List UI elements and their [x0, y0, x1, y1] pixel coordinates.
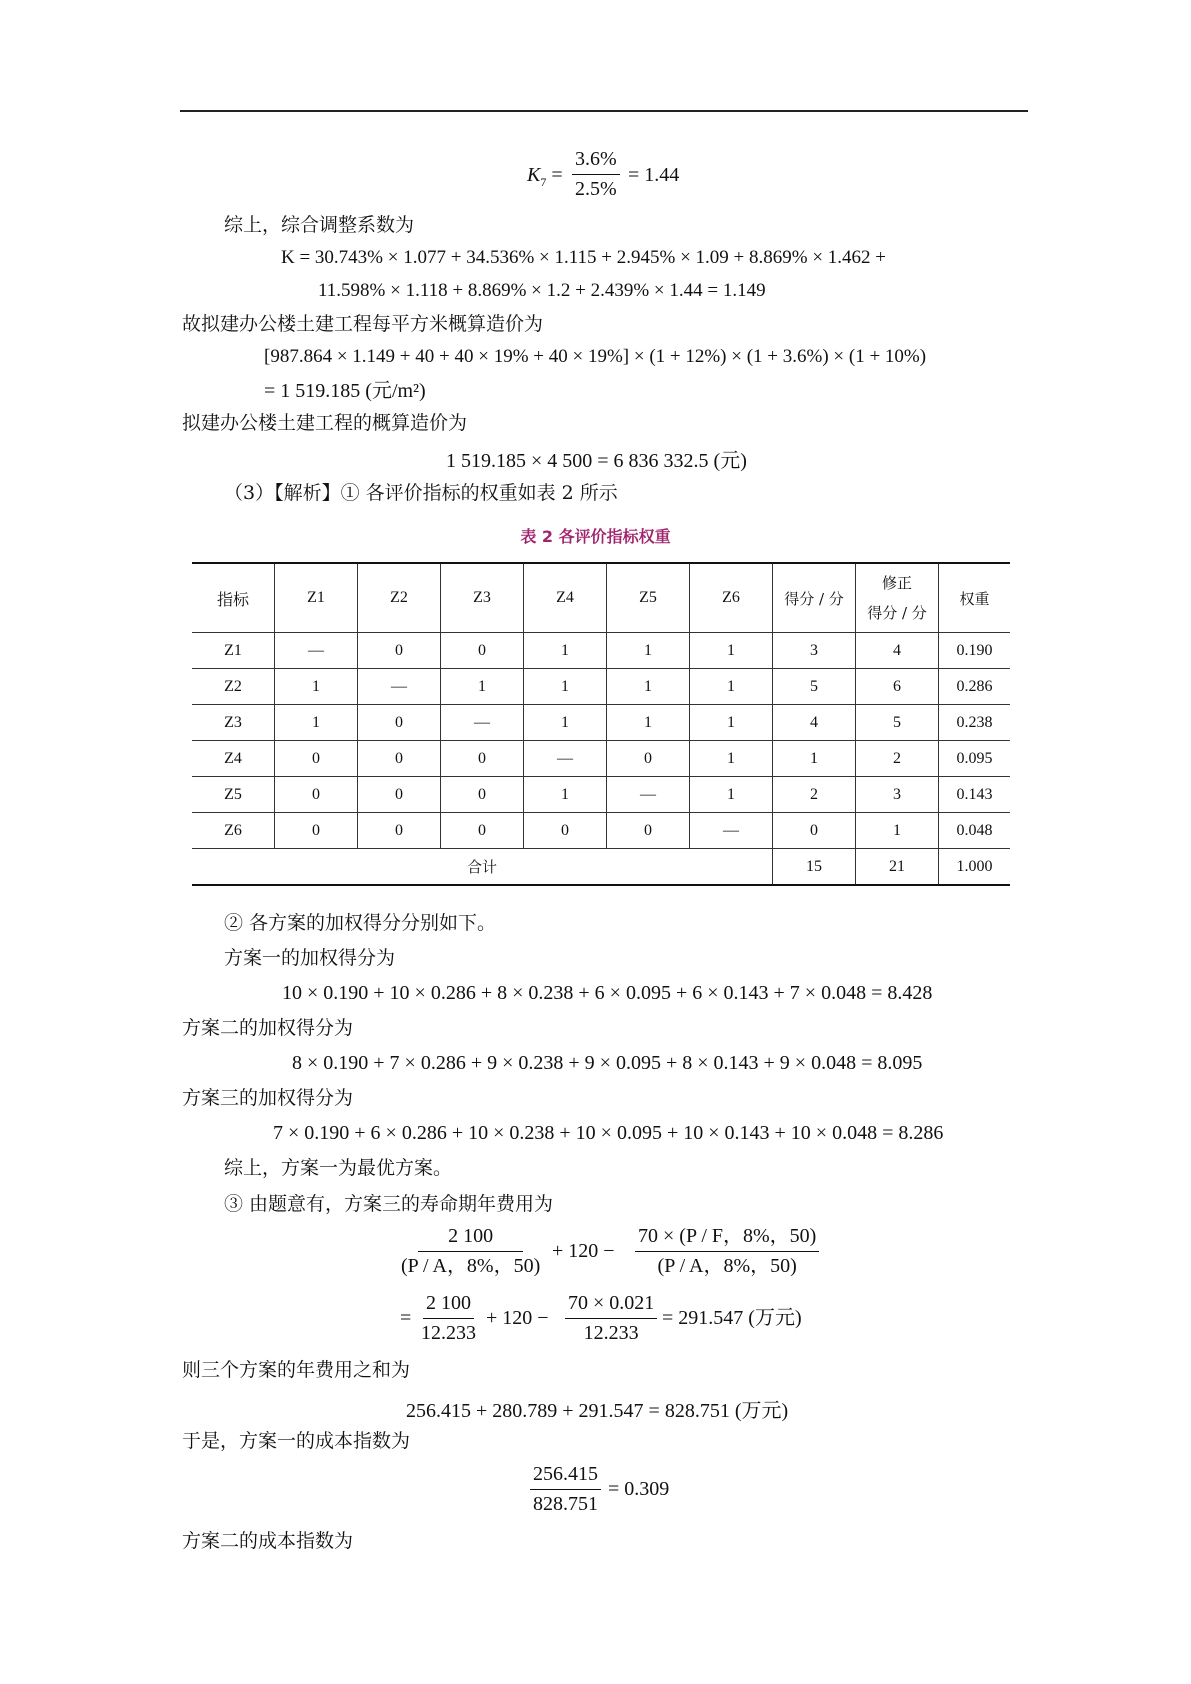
- table-caption: 表 2 各评价指标权重: [520, 527, 671, 546]
- annual-fraction-4-numerator: 70 × 0.021: [565, 1291, 657, 1319]
- table-cell: 0: [607, 813, 690, 849]
- paragraph-best-scheme: 综上，方案一为最优方案。: [224, 1157, 453, 1179]
- header-rule: [180, 110, 1028, 112]
- table-cell: 1: [690, 633, 773, 669]
- table-cell: 0: [773, 813, 856, 849]
- table-total-row: [192, 849, 1010, 886]
- paragraph-scheme3-score: 方案三的加权得分为: [182, 1087, 354, 1109]
- table-cell: 1: [275, 669, 358, 705]
- table-cell: 5: [856, 705, 939, 741]
- table-row: [192, 777, 1010, 813]
- weight-table: [192, 562, 1010, 886]
- table-cell: 1: [524, 777, 607, 813]
- paragraph-cost-index-1: 于是，方案一的成本指数为: [182, 1430, 411, 1452]
- annual-fraction-2-denominator: (P / A，8%，50): [657, 1255, 797, 1277]
- annual-fraction-3-numerator: 2 100: [423, 1291, 474, 1319]
- total-price-equation: 1 519.185 × 4 500 = 6 836 332.5 (元): [446, 450, 747, 472]
- table-cell: 0.286: [939, 669, 1011, 705]
- header-cell: Z5: [607, 563, 690, 633]
- table-cell: —: [275, 633, 358, 669]
- annual-fraction-4-denominator: 12.233: [583, 1322, 639, 1344]
- table-cell: 0: [358, 777, 441, 813]
- table-cell: 1: [441, 669, 524, 705]
- table-cell: 1: [856, 813, 939, 849]
- header-cell: 指标: [192, 563, 275, 633]
- table-cell: 1: [524, 669, 607, 705]
- table-cell: 0: [441, 741, 524, 777]
- table-cell: 4: [773, 705, 856, 741]
- paragraph-cost-index-2: 方案二的成本指数为: [182, 1530, 354, 1552]
- table-cell: 1: [690, 669, 773, 705]
- cost-index-1-numerator: 256.415: [530, 1462, 601, 1490]
- k-equation-line-2: 11.598% × 1.118 + 8.869% × 1.2 + 2.439% × 1.44 = 1.149: [318, 280, 766, 301]
- table-cell: 2: [856, 741, 939, 777]
- annual-fraction-2: [635, 1224, 819, 1279]
- table-cell: 6: [856, 669, 939, 705]
- annual-fraction-3: [418, 1291, 479, 1346]
- annual-equals: =: [400, 1307, 412, 1329]
- paragraph-scheme1-score: 方案一的加权得分为: [224, 947, 396, 969]
- header-cell: Z3: [441, 563, 524, 633]
- paragraph-summary-k: 综上，综合调整系数为: [224, 214, 415, 236]
- table-cell: —: [690, 813, 773, 849]
- unit-price-line-1: [987.864 × 1.149 + 40 + 40 × 19% + 40 × 19%] × (1 + 12%) × (1 + 3.6%) × (1 + 10%): [264, 346, 927, 367]
- scheme2-score-equation: 8 × 0.190 + 7 × 0.286 + 9 × 0.238 + 9 × 0.095 + 8 × 0.143 + 9 × 0.048 = 8.095: [292, 1052, 923, 1074]
- k7-lhs: $K_7$ =: [527, 164, 563, 189]
- table-cell: 0: [441, 633, 524, 669]
- table-cell: 0: [358, 741, 441, 777]
- table-cell: 0: [275, 777, 358, 813]
- paragraph-unit-price: 故拟建办公楼土建工程每平方米概算造价为: [182, 313, 544, 335]
- table-cell: 5: [773, 669, 856, 705]
- header-cell: 权重: [939, 563, 1011, 633]
- table-cell: 0.190: [939, 633, 1011, 669]
- header-cell: Z4: [524, 563, 607, 633]
- table-cell: Z3: [192, 705, 275, 741]
- table-cell: 1: [773, 741, 856, 777]
- k7-numerator: 3.6%: [572, 147, 620, 175]
- paragraph-annual-cost: ③ 由题意有，方案三的寿命期年费用为: [224, 1193, 554, 1215]
- table-row: [192, 813, 1010, 849]
- annual-fraction-2-numerator: 70 × (P / F，8%，50): [635, 1224, 819, 1252]
- annual-fraction-4: [565, 1291, 657, 1346]
- paragraph-total-price: 拟建办公楼土建工程的概算造价为: [182, 412, 468, 434]
- table-cell: 1: [607, 705, 690, 741]
- annual-operator-1: + 120 −: [552, 1240, 615, 1262]
- k-equation-line-1: K = 30.743% × 1.077 + 34.536% × 1.115 + 2.945% × 1.09 + 8.869% × 1.462 +: [281, 247, 887, 268]
- table-cell: 1: [607, 669, 690, 705]
- table-cell: 0.238: [939, 705, 1011, 741]
- header-cell: 得分 / 分: [773, 563, 856, 633]
- table-cell: 2: [773, 777, 856, 813]
- table-cell: 1: [690, 705, 773, 741]
- k7-fraction: [572, 147, 620, 202]
- paragraph-analysis-3: （3）【解析】① 各评价指标的权重如表 2 所示: [224, 482, 618, 504]
- table-cell: Z5: [192, 777, 275, 813]
- annual-result: = 291.547 (万元): [662, 1307, 802, 1329]
- header-cell: Z1: [275, 563, 358, 633]
- table-cell: 0.143: [939, 777, 1011, 813]
- table-cell: 0: [441, 777, 524, 813]
- table-cell: 0.095: [939, 741, 1011, 777]
- cost-index-1-result: = 0.309: [608, 1478, 670, 1500]
- table-cell: 0: [607, 741, 690, 777]
- table-header-row: [192, 563, 1010, 633]
- table-row: [192, 741, 1010, 777]
- table-cell: —: [358, 669, 441, 705]
- table-cell: 1: [524, 705, 607, 741]
- table-cell: Z6: [192, 813, 275, 849]
- table-cell: 1: [607, 633, 690, 669]
- table-cell: —: [607, 777, 690, 813]
- unit-price-line-2: = 1 519.185 (元/m²): [264, 380, 426, 402]
- table-cell: 0: [275, 813, 358, 849]
- table-cell: 0: [358, 633, 441, 669]
- table-cell: —: [524, 741, 607, 777]
- table-cell: 0: [358, 705, 441, 741]
- total-score: 15: [773, 849, 856, 886]
- annual-fraction-1: [398, 1224, 543, 1279]
- scheme1-score-equation: 10 × 0.190 + 10 × 0.286 + 8 × 0.238 + 6 × 0.095 + 6 × 0.143 + 7 × 0.048 = 8.428: [282, 982, 933, 1004]
- table-cell: 1: [275, 705, 358, 741]
- table-cell: 3: [773, 633, 856, 669]
- table-cell: —: [441, 705, 524, 741]
- table-cell: 0: [441, 813, 524, 849]
- paragraph-scheme2-score: 方案二的加权得分为: [182, 1017, 354, 1039]
- annual-fraction-3-denominator: 12.233: [421, 1322, 476, 1344]
- annual-fraction-1-numerator: 2 100: [418, 1224, 523, 1252]
- cost-index-1-denominator: 828.751: [533, 1493, 598, 1515]
- header-cell-line-2: 得分 / 分: [867, 604, 927, 622]
- table-cell: 0.048: [939, 813, 1011, 849]
- sum-annual-equation: 256.415 + 280.789 + 291.547 = 828.751 (万元): [406, 1400, 789, 1422]
- table-cell: 1: [690, 741, 773, 777]
- paragraph-weighted-scores: ② 各方案的加权得分分别如下。: [224, 912, 497, 934]
- k7-rhs: = 1.44: [628, 164, 680, 186]
- header-cell: Z6: [690, 563, 773, 633]
- annual-fraction-1-denominator: (P / A，8%，50): [401, 1255, 541, 1277]
- table-cell: 1: [524, 633, 607, 669]
- table-cell: Z4: [192, 741, 275, 777]
- k7-denominator: 2.5%: [575, 178, 617, 200]
- scheme3-score-equation: 7 × 0.190 + 6 × 0.286 + 10 × 0.238 + 10 × 0.095 + 10 × 0.143 + 10 × 0.048 = 8.286: [273, 1122, 944, 1144]
- table-cell: 0: [358, 813, 441, 849]
- table-cell: 0: [275, 741, 358, 777]
- table-cell: 1: [690, 777, 773, 813]
- table-cell: Z2: [192, 669, 275, 705]
- table-cell: 3: [856, 777, 939, 813]
- total-adjusted-score: 21: [856, 849, 939, 886]
- table-cell: 4: [856, 633, 939, 669]
- header-cell-line-1: 修正: [881, 574, 912, 592]
- total-weight: 1.000: [939, 849, 1011, 886]
- cost-index-1-fraction: [530, 1462, 601, 1517]
- header-cell: Z2: [358, 563, 441, 633]
- annual-operator-2: + 120 −: [486, 1307, 549, 1329]
- table-cell: 0: [524, 813, 607, 849]
- header-cell: [856, 563, 939, 633]
- table-row: [192, 633, 1010, 669]
- table-row: [192, 669, 1010, 705]
- paragraph-sum-annual: 则三个方案的年费用之和为: [182, 1359, 411, 1381]
- table-row: [192, 705, 1010, 741]
- total-label: 合计: [192, 849, 773, 886]
- table-cell: Z1: [192, 633, 275, 669]
